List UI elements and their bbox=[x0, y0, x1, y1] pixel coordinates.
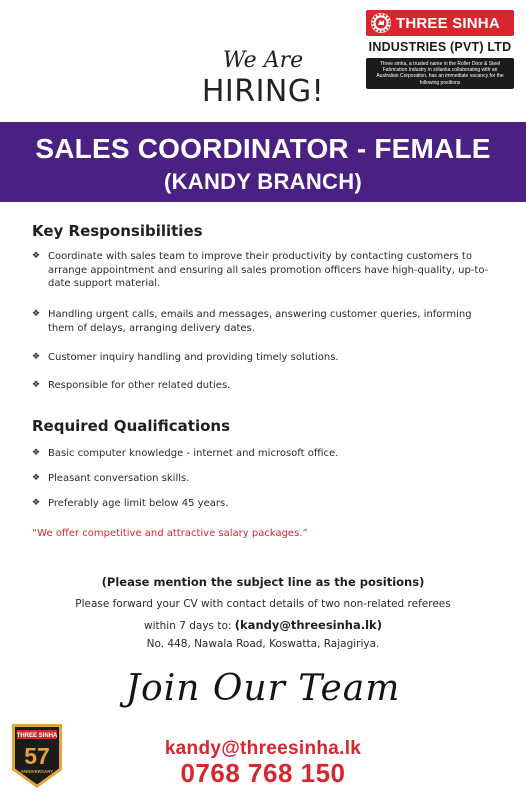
diamond-bullet-icon: ❖ bbox=[32, 251, 41, 261]
contact-phone[interactable]: 0768 768 150 bbox=[180, 758, 346, 788]
logo-name: THREE SINHA bbox=[396, 14, 500, 32]
position-banner bbox=[0, 122, 526, 202]
join-our-team-heading: Join Our Team bbox=[125, 668, 401, 709]
position-title: SALES COORDINATOR - FEMALE bbox=[35, 133, 491, 164]
qualification-text: Basic computer knowledge - internet and microsoft office. bbox=[48, 448, 339, 459]
badge-brand: THREE SINHA bbox=[16, 733, 58, 739]
diamond-bullet-icon: ❖ bbox=[32, 448, 41, 458]
list-item bbox=[32, 308, 492, 335]
responsibility-text: Handling urgent calls, emails and messages, answering customer queries, informing them of delays, arranging delivery dates. bbox=[48, 309, 472, 334]
list-item bbox=[32, 250, 492, 291]
list-item bbox=[32, 472, 492, 486]
company-address: No. 448, Nawala Road, Koswatta, Rajagiriya. bbox=[146, 638, 380, 650]
badge-label: ANNIVERSARY bbox=[20, 769, 54, 774]
diamond-bullet-icon: ❖ bbox=[32, 380, 41, 390]
contact-email[interactable]: kandy@threesinha.lk bbox=[164, 738, 362, 759]
apply-instructions: Please forward your CV with contact details of two non-related referees bbox=[75, 598, 451, 610]
responsibility-text: Responsible for other related duties. bbox=[48, 380, 231, 391]
diamond-bullet-icon: ❖ bbox=[32, 473, 41, 483]
badge-number: 57 bbox=[24, 743, 50, 769]
apply-email-link[interactable]: (kandy@threesinha.lk) bbox=[234, 618, 382, 632]
qualifications-title: Required Qualifications bbox=[32, 417, 231, 435]
salary-offer: “We offer competitive and attractive salary packages.” bbox=[32, 528, 308, 539]
diamond-bullet-icon: ❖ bbox=[32, 498, 41, 508]
qualification-text: Preferably age limit below 45 years. bbox=[48, 498, 229, 509]
tagline: We Are bbox=[222, 48, 304, 73]
list-item bbox=[32, 351, 492, 365]
diamond-bullet-icon: ❖ bbox=[32, 352, 41, 362]
apply-deadline-text: within 7 days to: bbox=[144, 620, 235, 632]
diamond-bullet-icon: ❖ bbox=[32, 309, 41, 319]
logo-top-bar bbox=[366, 10, 514, 36]
list-item bbox=[32, 497, 492, 511]
hiring-heading: HIRING! bbox=[201, 74, 325, 109]
logo-subtitle: INDUSTRIES (PVT) LTD bbox=[368, 40, 512, 54]
responsibility-text: Coordinate with sales team to improve their productivity by contacting customers to arrange appointment and ensuring all sales promotion officers have high-quality, up-to-date support material. bbox=[48, 251, 489, 289]
qualification-text: Pleasant conversation skills. bbox=[48, 473, 190, 484]
apply-deadline bbox=[0, 618, 526, 632]
logo-description: Three sinha, a trusted name in the Roller Door & Steel Fabrication Industry in srilanka collaborating with an Australian Corporation, has an immediate vacancy for the following positions bbox=[366, 58, 514, 89]
subject-line-note: (Please mention the subject line as the positions) bbox=[101, 575, 425, 589]
list-item bbox=[32, 379, 492, 393]
gear-lion-icon bbox=[370, 12, 392, 34]
list-item bbox=[32, 447, 492, 461]
responsibility-text: Customer inquiry handling and providing timely solutions. bbox=[48, 352, 339, 363]
responsibilities-title: Key Responsibilities bbox=[32, 222, 203, 240]
position-branch: (KANDY BRANCH) bbox=[163, 169, 363, 194]
